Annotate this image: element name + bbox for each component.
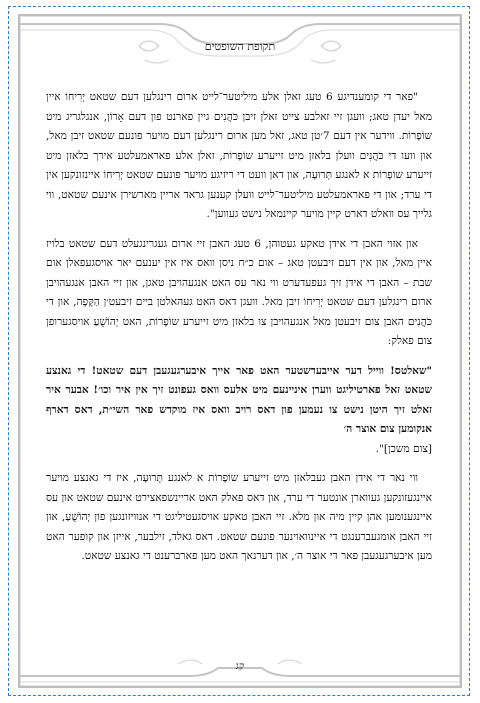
paragraph: און אזוי האבן די אידן טאקע געטוהן, 6 טעג האבן זיי ארום געגרינגעלט דעם שטאט בלויז איין מאל, און אין דעם זיבעטן טאג – אום כ״ח ניסן וואס איז אין יענעם יאר אויסגעפאלן אום שבת – האבן די אידן זיך געפעדערט ווי נאר עס האט אנגעהויבן טאגן, און זיי האבן אנגעהויבן ארום רינגלען דעם שטאט יְרִיחוֹ זיבן מאל. וועגן דאס האט געהאלטן ביים זיבעט׳ן הַקָּפָה, און די כֹּהֲנִים האבן צום זיבעטן מאל אנגעהויבן צו בלאזן מיט זייערע שוֹפָרוֹת, האט יְהוֹשֻׁעַ אויסגערופן צום פאלק: — [46, 237, 432, 347]
page-number: קג — [235, 661, 245, 672]
paragraph: "פאר די קומענדיגע 6 טעג זאלן אלע מיליטער־לייט ארום רינגלען דעם שטאט יְרִיחוֹ איין מאל יעדן טאג; וועגן זיי זאלבע צייט זאלן זיבן כֹּהֲנִים גיין פארנט פון דעם אָרוֹן, אנגלגריג מיט שוֹפָרוֹת. ווידער אין דעם 7׳טן טאג, זאל מען ארום רינגלען דעם מויער פונעם שטאט זיבן מאל, און וועו די כֹּהֲנִים וועלן בלאזן מיט זייערע שוֹפָרוֹת, זאלן אלע פאראמעלטע אירך בלאזן מיט זייערע שוֹפָרוֹת א לאנגע תְּרוּעָה, און דאן וועט די ריזיגע מויער פונעם שטאט יְרִיחוֹ איינזונקען אין די ערד; און די פאראמעלטע מיליטער־לייט וועלן קענען גראד אריין מארשירן אינעם שטאט, ווי גלייך עס וואלט דארט קיין מויער קיינמאל נישט געווען". — [46, 91, 432, 220]
quote-reference: [צום משכן]". — [375, 442, 432, 455]
page — [18, 14, 462, 688]
quote-paragraph — [46, 362, 432, 460]
quote-text: "שאלטס! ווייל דער אייבערשטער האט פאר אייך איבערגעגעבן דעם שטאט! די גאנצע שטאט זאל פארטיליגט ווערן איניינעם מיט אלעס וואס געפונט זיך אין איר וכו׳! אבער איר זאלט זיך היטן נישט צו נעמען פון דאס רויב וואס איז מוקדש פאר השי״ת, דאס דארף אנקומען צום אוצר ה׳ — [46, 364, 432, 435]
paragraph: ווי נאר די אידן האבן געבלאזן מיט זייערע שוֹפָרוֹת א לאנגע תְּרוּעָה, איז די גאנצע מויער איינגעזונקען געווארן אונטער די ערד, און דאס פאלק האט אריינשפאצירט אינעם שטאט און עס איינגענומען אהן קיין מיה און מלא. זיי האבן טאקע אויסגעטיליגט די אנוויזונגען פון יְהוֹשֻׁעַ, און זיי האבן אומגעברענגט די איינוואוינער פונעם שטאט. דאס גאלד, זילבער, אייזן און קופער האט מען איבערגעגעבן פאר די אוצר ה׳, און דערנאך האט מען פארברענט די גאנצע שטאט. — [46, 472, 432, 562]
page-header-title: תקופת השופטים — [204, 40, 276, 53]
document-body — [46, 88, 432, 577]
